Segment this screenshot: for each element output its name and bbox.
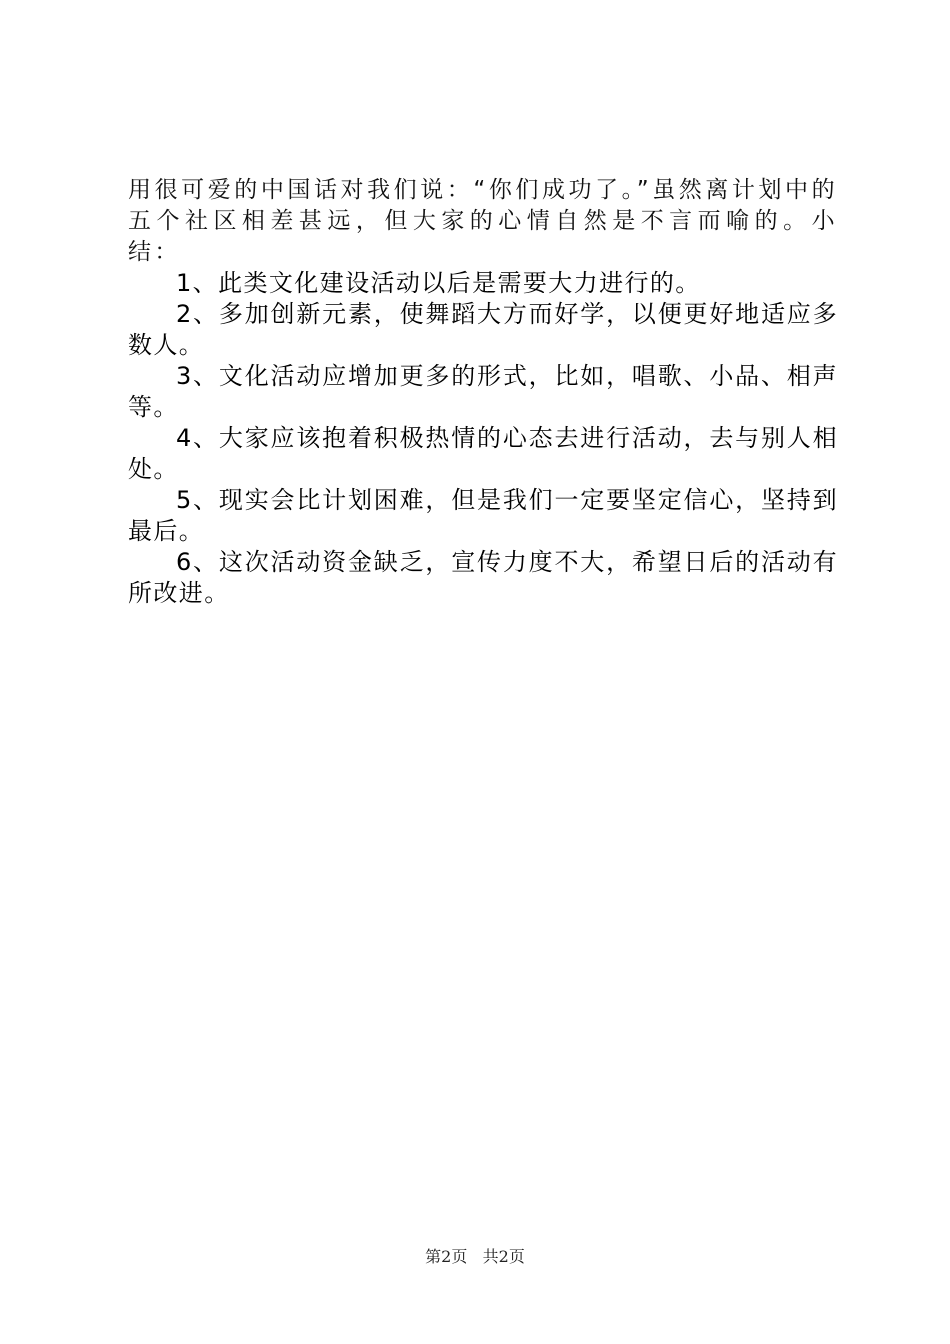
footer-spacer	[472, 1247, 477, 1266]
summary-item-3: 3、文化活动应增加更多的形式，比如，唱歌、小品、相声等。	[128, 362, 838, 421]
summary-item-1: 1、此类文化建设活动以后是需要大力进行的。	[176, 269, 701, 297]
page-total: 共2页	[482, 1247, 525, 1266]
intro-paragraph: 用很可爱的中国话对我们说：“你们成功了。”虽然离计划中的五个社区相差甚远，但大家的心情自然是不言而喻的。小结：	[128, 177, 838, 265]
summary-item-6: 6、这次活动资金缺乏，宣传力度不大，希望日后的活动有所改进。	[128, 548, 838, 607]
summary-item-4: 4、大家应该抱着积极热情的心态去进行活动，去与别人相处。	[128, 424, 838, 483]
summary-item-2: 2、多加创新元素，使舞蹈大方而好学，以便更好地适应多数人。	[128, 300, 838, 359]
summary-item-5: 5、现实会比计划困难，但是我们一定要坚定信心，坚持到最后。	[128, 486, 838, 545]
page-footer	[0, 1244, 950, 1267]
document-body	[128, 175, 838, 609]
page-number: 第2页	[425, 1247, 468, 1266]
